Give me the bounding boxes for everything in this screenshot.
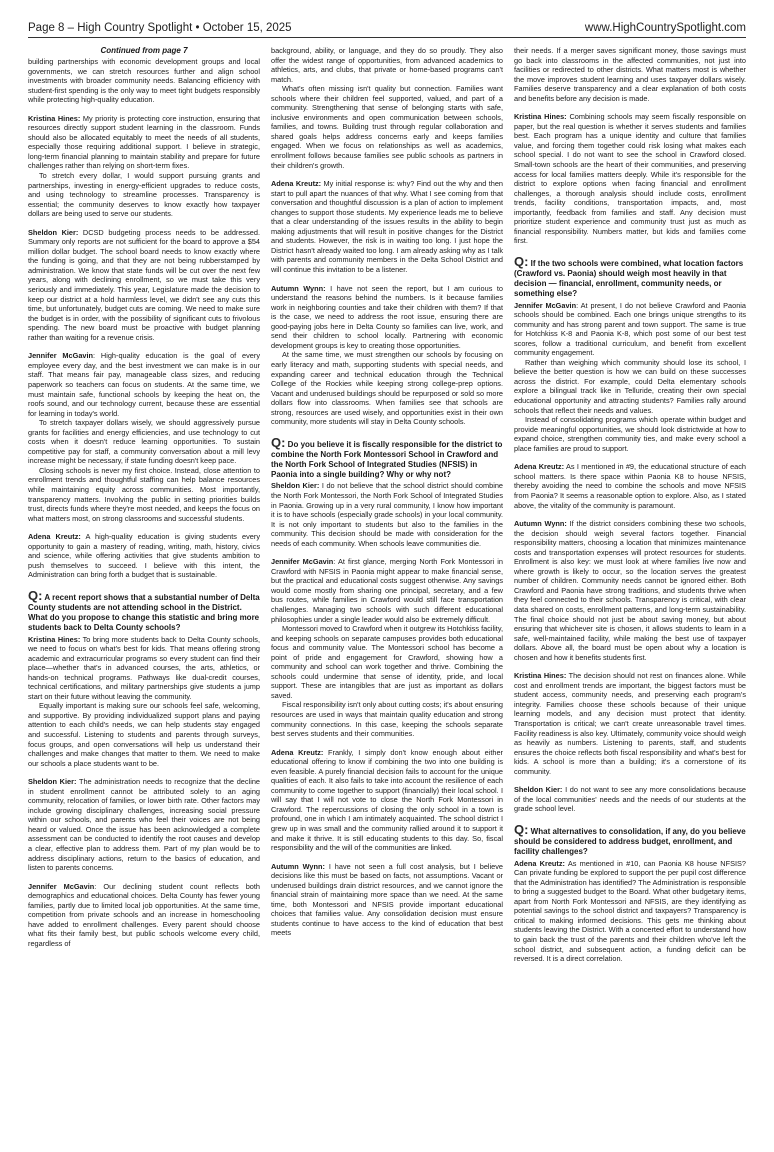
speaker-name: Jennifer McGavin: [28, 881, 95, 891]
answer-text: A high-quality education is giving students every opportunity to gain a mastery of reading, writing, math, history, civics and science, while offering activities that give students ambition to push themselves to succeed. I believe with this intent, the Administration can bring forth a budget that is sustainable.: [28, 532, 260, 580]
speaker-name: Autumn Wynn:: [514, 519, 567, 529]
paragraph: Instead of consolidating programs which operate within budget and provide meaningful opportunities, we should look districtwide at how to expand choice, strengthen community ties, and make every school a place families are proud to support.: [514, 415, 746, 453]
speaker-name: Adena Kreutz:: [28, 532, 81, 542]
speaker-name: Autumn Wynn:: [271, 283, 326, 293]
answer-block: [514, 301, 746, 454]
speaker-name: Adena Kreutz:: [514, 858, 565, 868]
column-3: [514, 46, 746, 1144]
paragraph: [514, 785, 746, 814]
answer-block: [28, 114, 260, 219]
paragraph: What's often missing isn't quality but connection. Families want schools where their children feel supported, valued, and part of a community. Strengthening that sense of belonging starts with safe, inclusive environments and open communication between schools, families, and towns. Building trust through regular collaboration and shared goals helps address concerns early and keeps families engaged. When we focus on relationships as well as academics, enrollment follows because families see public schools as partners in their children's growth.: [271, 84, 503, 170]
speaker-name: Adena Kreutz:: [271, 747, 324, 757]
question-text: If the two schools were combined, what location factors (Crawford vs. Paonia) should weigh most heavily in that decision — financial, enrollment, community needs, or something else?: [514, 258, 744, 298]
speaker-name: Kristina Hines:: [514, 671, 567, 681]
answer-text: The administration needs to recognize that the decline in student enrollment cannot be attributed solely to an aging community, relocation of families, or lower birth rate. Other factors may include growing disciplinary challenges, increasing social pressure within our schools, and parents who feel their voices are not being heard or valued. Once the issue has been acknowledged a complete assessment can be conducted to identify the root causes and develop a clear, effective plan to address them. Part of my plan would be to address disciplinary actions, return to the basics of education, and listen to parents concerns.: [28, 777, 260, 873]
question-mark-label: Q:: [28, 587, 43, 603]
answer-text: : High-quality education is the goal of every employee every day, and the best investment we can make is in our staff. That means fair pay, manageable class sizes, and reducing paperwork so teachers can focus on students. At the same time, we must maintain safe, functional schools by keeping the heat on, the roofs sound, and our technology current, because these are essential for learning in today's world.: [28, 351, 260, 418]
answer-text: Combining schools may seem fiscally responsible on paper, but the real question is whether it serves students and families best. Each program has a unique identity and culture that families value, and forcing them together could risk losing what makes each school special. I do not want to see the school in Crawford closed. Small-town schools are the heart of their communities, and preserving access for local families matters deeply. While it's responsible for the district to explore options when facing financial and enrollment challenges, a thorough analysis should include costs, enrollment trends, facility conditions, transportation impacts, and, most importantly, feedback from families and staff. Any decision must prioritize student experience and community trust just as much as financial responsibility. Numbers matter, but kids and families come first.: [514, 112, 746, 246]
answer-block: [28, 882, 260, 949]
answer-block: [514, 519, 746, 662]
paragraph: Montessori moved to Crawford when it outgrew its Hotchkiss facility, and keeping schools on separate campuses provides both educational focus and community value. The Montessori school has become a point of pride and engagement for Crawford, showing how a community and school can work together and thrive. Combining the schools could undermine that sense of identity, pride, and local support. These are intangibles that are just as important as dollars saved.: [271, 624, 503, 700]
answer-text: I do not believe that the school district should combine the North Fork Montessori, the North Fork School of Integrated Studies in Paonia. Growing up in a very rural community, I know how important it is to have schools (especially grade schools) in your local community. It is not only important to students but also to the families in the community. This decision should be made with consideration for the needs of each community. When schools leave communities die.: [271, 481, 503, 548]
answer-block: [28, 351, 260, 523]
answer-text: My initial response is: why? Find out the why and then start to pull apart the nuances of that why. What I see coming from that conversation and thoughtful discussion is a plan of action to implement changes to support those students. My experience leads me to believe that a clear understanding of the issues results in the ability to begin making adjustments that will result in positive changes for the District and students. However, the risk is in waiting too long. I just hope the District hasn't already waited too long. I am already asking why as I talk with parents and community members in the Delta School District and will continue this invitation to be a listener.: [271, 179, 503, 275]
question-heading: [28, 587, 260, 633]
speaker-name: Jennifer McGavin: [271, 557, 334, 567]
answer-block: [271, 284, 503, 427]
column-2: [271, 46, 503, 1144]
answer-block: [514, 785, 746, 814]
paragraph: their needs. If a merger saves significant money, those savings must go back into classrooms in the affected communities, not just into facilities or redirected to other districts. What matters most is whether the move improves student learning and uses taxpayer dollars wisely. Families deserve transparency and a clear explanation of both costs and benefits before any decision is made.: [514, 46, 746, 103]
answer-block: [28, 635, 260, 769]
paragraph: [271, 862, 503, 938]
answer-text: As I mentioned in #9, the educational structure of each school matters. Is there space within Paonia K8 to house NFSIS, thereby avoiding the need to combine the schools and move NFSIS from Paonia? It seems a reasonable option to explore. Also, as I stated above, the vitality of the community is paramount.: [514, 462, 746, 510]
paragraph: [514, 462, 746, 510]
answer-block: [28, 57, 260, 105]
answer-text: : At first glance, merging North Fork Montessori in Crawford with NFSIS in Paonia might appear to make financial sense, but the practical and educational costs suggest otherwise. Any savings would come mostly from sharing one principal, secretary, and a few bus routes, while families in Crawford would still face transportation challenges. Managing two schools with such different educational philosophies under a single leader would also be extremely difficult.: [271, 557, 503, 624]
speaker-name: Adena Kreutz:: [514, 462, 565, 472]
paragraph: [271, 748, 503, 853]
answer-text: I do not want to see any more consolidations because of the local communities' needs and the needs of our students at the grade school level.: [514, 785, 746, 814]
paragraph: Rather than weighing which community should lose its school, I believe the better question is how we can build on these successes across the district. For example, could Delta elementary schools explore a bilingual track like in Telluride, creating their own special educational opportunity and attracting students? Families rally around schools that reflect their needs and values.: [514, 357, 746, 415]
answer-block: [271, 481, 503, 548]
paragraph: Equally important is making sure our schools feel safe, welcoming, and supportive. By providing individualized support plans and paying attention to each child's needs, we can help students stay engaged and successful. Listening to students and parents through surveys, focus groups, and open conversations will help us understand their challenges and make changes that matter to them. We need to make our schools a place students want to be.: [28, 701, 260, 768]
paragraph: background, ability, or language, and they do so proudly. They also offer the widest range of opportunities, from advanced academics to athletics, arts, and clubs, that private or home-based programs can't match.: [271, 46, 503, 84]
paragraph: [514, 671, 746, 776]
speaker-name: Kristina Hines:: [28, 113, 81, 123]
paragraph: At the same time, we must strengthen our schools by focusing on early literacy and math, supporting students with special needs, and expanding career and technical education through the Technical College of the Rockies while keeping strong college-prep options. Vacant and underused buildings should be repurposed or sold so more dollars flow into classrooms. When families see that schools are strong, resources are used wisely, and opportunities exist in their own community, more students will stay in Delta County schools.: [271, 350, 503, 427]
speaker-name: Autumn Wynn:: [271, 861, 325, 871]
paragraph: [271, 481, 503, 548]
answer-block: [514, 112, 746, 246]
answer-block: [271, 748, 503, 853]
answer-text: The decision should not rest on finances alone. While cost and enrollment trends are important, the biggest factors must be student access, community needs, and preserving each program's integrity. Families choose these schools because of their unique learning models, and any decision must protect that identity. Transportation is critical; we can't create unreasonable travel times. Facility readiness is also key. Ultimately, community voice should weigh as heavily as numbers. Listening to parents, staff, and students ensures the choice reflects both fiscal responsibility and what's best for kids. A school is more than a building; it's a cornerstone of its community.: [514, 671, 746, 776]
speaker-name: Sheldon Kier:: [28, 227, 79, 237]
answer-text: As mentioned in #10, can Paonia K8 house NFSIS? Can private funding be explored to support the per pupil cost difference that the Administration has identified? The Administration is responsible to bring a suggested budget to the Board. What other budgetary items, apart from North Fork Montessori and NFSIS, are they identifying as potential savings to the school district and taxpayers? Transparency is critical to making informed decisions. This gets me thinking about students leaving the District. With a concerted effort to understand how to gain back the trust of the parents and their children who've left the school district, and subsequent action, a funding deficit can be reversed. It is a direct correlation.: [514, 858, 746, 964]
paragraph: To stretch taxpayer dollars wisely, we should aggressively pursue grants for facilities and energy efficiencies, and use technology to cut costs when it doesn't reduce learning opportunities. To sustain competitive pay for staff, a community conversation about a mill levy increase might be necessary, if state funding doesn't keep pace.: [28, 418, 260, 466]
paragraph: [271, 557, 503, 624]
answer-block: [28, 228, 260, 343]
answer-block: [514, 462, 746, 510]
paragraph: building partnerships with economic development groups and local governments, we can stretch resources further and align school investments with broader community needs. Balancing efficiency with student-first spending is the only way to meet tight budgets responsibly while protecting high-quality education.: [28, 57, 260, 105]
paragraph: [514, 112, 746, 246]
page-header: [28, 10, 746, 38]
paragraph: [514, 301, 746, 358]
answer-block: [271, 557, 503, 738]
paragraph: [28, 114, 260, 171]
speaker-name: Kristina Hines:: [28, 634, 81, 644]
answer-block: [271, 46, 503, 170]
page-folio: Page 8 – High Country Spotlight • October 15, 2025: [28, 22, 292, 34]
paragraph: [514, 519, 746, 662]
paragraph: [28, 777, 260, 872]
question-text: A recent report shows that a substantial number of Delta County students are not attending school in the District. What do you propose to change this statistic and bring more students back to Delta County schools?: [28, 592, 260, 632]
speaker-name: Sheldon Kier:: [271, 481, 320, 491]
answer-block: [271, 179, 503, 274]
answer-text: : Our declining student count reflects both demographics and educational choices. Delta County has fewer young families, partly due to limited local job opportunities. At the same time, competition from private schools and an increase in homeschooling have added to enrollment challenges. Every parent should choose what fits their family best, but public schools welcome every child, regardless of: [28, 881, 260, 948]
answer-text: If the district considers combining these two schools, the decision should weigh several factors together. Financial responsibility matters, choosing a location that minimizes maintenance costs and transportation expenses will protect resources for students. Enrollment is also key: we must look at where families live now and where growth is likely to occur, so the location serves the greatest number of children. Community needs cannot be ignored either. Both Crawford and Paonia have strong traditions, and students thrive when they feel connected to their schools. Transparency is critical, with clear data shared on costs, enrollment patterns, and long-term sustainability. The final choice should not just be about saving money, but about ensuring that whichever site is chosen, it allows students to learn in a safe, well-maintained facility, while making the best use of taxpayer dollars. Above all, the board must be open about why a location is chosen and how it benefits students first.: [514, 519, 746, 662]
question-heading: [271, 434, 503, 480]
speaker-name: Kristina Hines:: [514, 112, 567, 122]
question-heading: [514, 253, 746, 299]
question-mark-label: Q:: [514, 253, 529, 269]
paragraph: To stretch every dollar, I would support pursuing grants and partnerships, investing in energy-efficient upgrades to reduce costs, and using technology to streamline processes. Transparency is essential; the community deserves to know exactly how taxpayer dollars are being used to serve our students.: [28, 171, 260, 219]
speaker-name: Sheldon Kier:: [28, 777, 77, 787]
paragraph: [271, 179, 503, 274]
answer-block: [28, 532, 260, 580]
answer-text: I have not seen the report, but I am curious to understand the reasons behind the numbers. Is it because families work in neighboring counties and take their children with them? If that is the case, we need to address the root issue, ensuring there are good-paying jobs here in Delta County so families can live, work, and send their children to school locally. Partnering with economic development groups is key to creating those opportunities.: [271, 283, 503, 350]
speaker-name: Sheldon Kier:: [514, 785, 563, 795]
answer-text: DCSD budgeting process needs to be addressed. Summary only reports are not sufficient for the board to approve a $54 million dollar budget. The school board needs to know exactly where the funding is going, and that they are not being rubberstamped by administration. We know that state funds will be cut over the next few years, along with declining enrollment, so we must take this very seriously and immediately. This year, Legislature made the decision to keep our district at a hold harmless level, we didn't see any cuts this time, but unfortunately, budget cuts are coming. We need to make sure the budget is in order, with the possibility of significant cuts to frivolous spending. The new board must be proactive with budget planning rather than waiting for a revenue crisis.: [28, 227, 260, 342]
question-mark-label: Q:: [514, 821, 529, 837]
article-columns: [28, 46, 746, 1144]
continued-from-note: Continued from page 7: [100, 46, 188, 55]
answer-block: [28, 777, 260, 872]
column-1: [28, 46, 260, 1144]
answer-text: I have not seen a full cost analysis, but I believe decisions like this must be based on facts, not assumptions. Vacant or underused buildings drain district resources, and we cannot ignore the financial strain of maintaining more space than we need. At the same time, both Montessori and NFSIS provide important educational choices that families value. Any consolidation decision must ensure students continue to have access to the kind of education that best meets: [271, 861, 503, 938]
paragraph: [28, 351, 260, 418]
speaker-name: Jennifer McGavin: [514, 300, 577, 310]
answer-block: [514, 671, 746, 776]
speaker-name: Jennifer McGavin: [28, 351, 94, 361]
question-text: What alternatives to consolidation, if any, do you believe should be considered to address budget, enrollment, and facility challenges?: [514, 826, 746, 856]
question-text: Do you believe it is fiscally responsible for the district to combine the North Fork Montessori School in Crawford and the North Fork School of Integrated Studies (NFSIS) in Paonia into a single building? Why or why not?: [271, 439, 503, 479]
speaker-name: Adena Kreutz:: [271, 179, 322, 189]
answer-block: [514, 46, 746, 103]
paragraph: [514, 859, 746, 964]
paragraph: [28, 228, 260, 343]
answer-text: Frankly, I simply don't know enough about either educational offering to know if combining the two into one building is even feasible. A purely financial decision fails to account for the unique qualities of each. It also fails to take into account the resilience of each community to come together to support (financially) their local school. I will say that I will not vote to close the North Fork Montessori in Crawford. The repercussions of closing the only school in a town is profound, one in which I am intimately acquainted. The school district I grew up in was small and the community rallied around it to support it and make it thrive. It is still educating students to this day. So, fiscal responsibility and the will of the communities are linked.: [271, 747, 503, 853]
paragraph: [28, 532, 260, 580]
paragraph: [28, 882, 260, 949]
paragraph: [271, 284, 503, 351]
answer-block: [271, 862, 503, 938]
question-mark-label: Q:: [271, 434, 286, 450]
paragraph: [28, 635, 260, 702]
paragraph: Closing schools is never my first choice. Instead, close attention to enrollment trends and thoughtful staffing can help balance resources while maintaining equity across communities. Most importantly, transparency matters. Involving the public in setting priorities builds trust, directs funds where they're most needed, and keeps the focus on what matters most, on strong classrooms and successful students.: [28, 465, 260, 523]
answer-text: : At present, I do not believe Crawford and Paonia schools should be combined. Each one brings unique strengths to its community and has strong parent and town support. The same is true for Hotchkiss K-8 and Paonia K-8, which post some of our best test scores, follow a traditional curriculum, and benefit from excellent community engagement.: [514, 300, 746, 358]
site-url: www.HighCountrySpotlight.com: [584, 22, 746, 34]
question-heading: [514, 821, 746, 857]
paragraph: Fiscal responsibility isn't only about cutting costs; it's about ensuring resources are used in ways that maintain quality education and strong community connections. In this case, keeping the schools separate best serves students and their communities.: [271, 700, 503, 739]
answer-text: My priority is protecting core instruction, ensuring that resources directly support student learning in the classroom. Funds should also be allocated equitably to meet the needs of all students, especially those requiring additional support. I believe in strategic, long-term financial planning to maintain stability and prepare for future challenges rather than relying on short-term fixes.: [28, 113, 260, 171]
answer-text: To bring more students back to Delta County schools, we need to focus on what's best for kids. That means offering strong academic and extracurricular programs so every student can find their place—whether that's in advanced courses, the arts, athletics, or hands-on technical programs. Pathways like dual-credit courses, technical certifications, and military partnerships give students a jump start on their future without leaving the community.: [28, 634, 260, 701]
answer-block: [514, 859, 746, 964]
